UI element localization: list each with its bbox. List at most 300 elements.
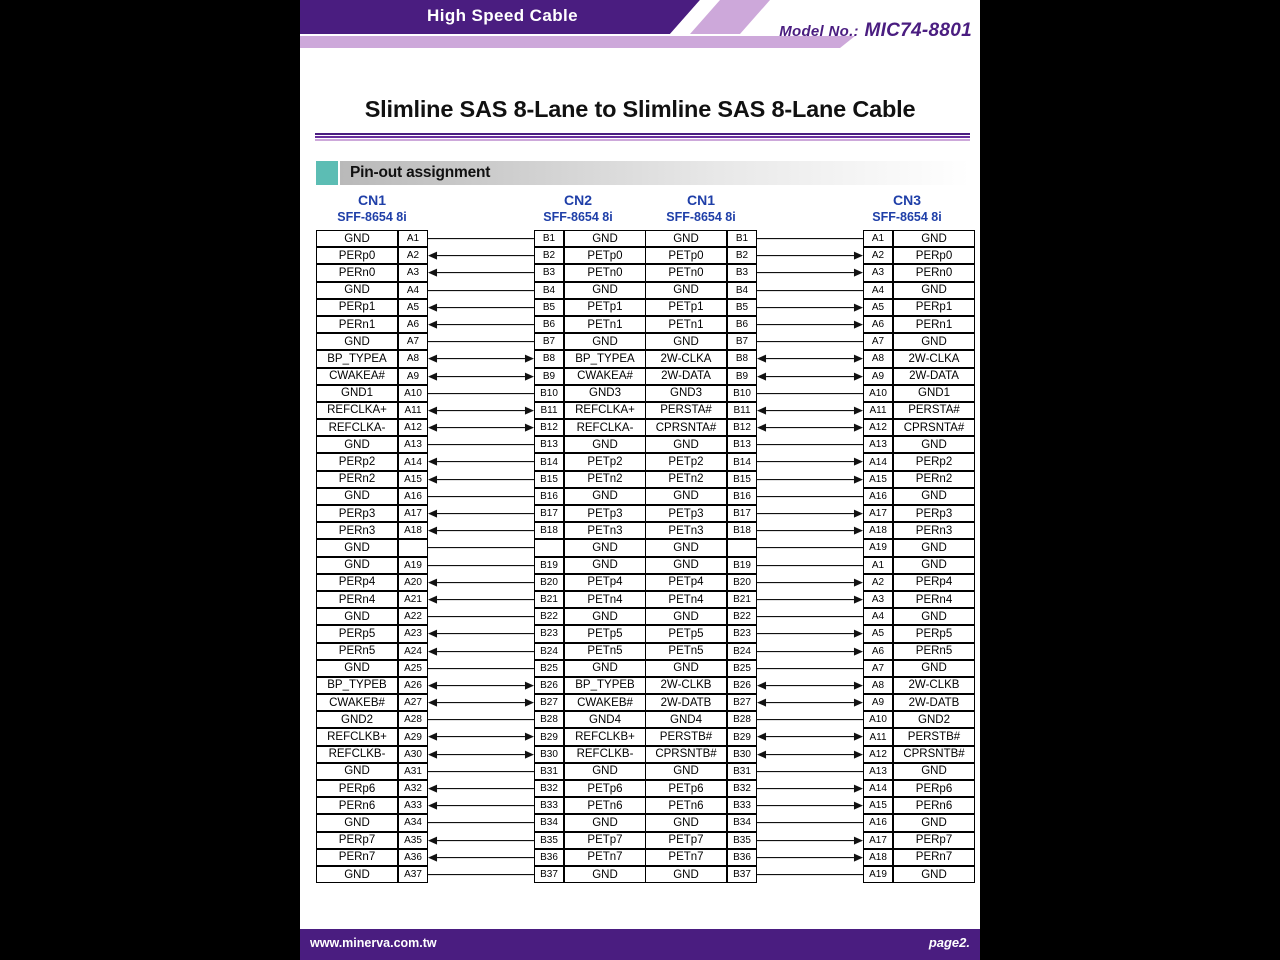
connection-link — [757, 333, 863, 350]
connection-link — [428, 522, 534, 539]
right-signal-cell: PETp5 — [564, 625, 646, 642]
left-pin-cell — [727, 539, 757, 556]
right-signal-cell: PERp7 — [893, 832, 975, 849]
right-signal-cell: BP_TYPEB — [564, 677, 646, 694]
right-pin-cell: B28 — [534, 711, 564, 728]
right-signal-cell: GND — [893, 539, 975, 556]
link-arrow-icon — [757, 282, 863, 299]
left-pin-cell: B25 — [727, 660, 757, 677]
right-signal-cell: GND — [893, 814, 975, 831]
link-arrow-icon — [757, 780, 863, 797]
link-arrow-icon — [757, 557, 863, 574]
right-signal-cell: PERn6 — [893, 797, 975, 814]
table-row — [645, 334, 975, 351]
link-arrow-icon — [428, 453, 534, 470]
left-signal-cell: GND — [645, 866, 727, 883]
link-arrow-icon — [428, 557, 534, 574]
connection-link — [428, 539, 534, 556]
right-signal-cell: CWAKEB# — [564, 694, 646, 711]
right-signal-cell: 2W-CLKB — [893, 677, 975, 694]
right-signal-cell: PETn1 — [564, 316, 646, 333]
table-row — [316, 369, 646, 386]
left-signal-cell: PERn4 — [316, 591, 398, 608]
connection-link — [428, 350, 534, 367]
connection-link — [428, 282, 534, 299]
left-pin-cell: A3 — [398, 264, 428, 281]
link-arrow-icon — [757, 625, 863, 642]
left-signal-cell: GND — [316, 230, 398, 247]
right-pin-cell: B15 — [534, 471, 564, 488]
table-row — [645, 747, 975, 764]
connection-link — [757, 866, 863, 883]
table-row — [316, 265, 646, 282]
right-pin-cell: A12 — [863, 746, 893, 763]
link-arrow-icon — [757, 522, 863, 539]
connector-spec: SFF-8654 8i — [337, 210, 407, 224]
left-pin-cell: B30 — [727, 746, 757, 763]
connection-link — [757, 505, 863, 522]
link-arrow-icon — [757, 539, 863, 556]
link-arrow-icon — [757, 797, 863, 814]
link-arrow-icon — [428, 471, 534, 488]
table-row — [316, 317, 646, 334]
left-pin-cell: A6 — [398, 316, 428, 333]
connection-link — [428, 832, 534, 849]
left-pin-cell: B16 — [727, 488, 757, 505]
right-pin-cell: A18 — [863, 849, 893, 866]
link-arrow-icon — [757, 643, 863, 660]
right-pin-cell: A19 — [863, 539, 893, 556]
left-pin-cell — [398, 539, 428, 556]
table-row — [316, 764, 646, 781]
right-pin-cell: B7 — [534, 333, 564, 350]
left-pin-cell: A25 — [398, 660, 428, 677]
left-signal-cell: PETn3 — [645, 522, 727, 539]
left-pin-cell: B11 — [727, 402, 757, 419]
table-row — [316, 231, 646, 248]
left-pin-cell: B28 — [727, 711, 757, 728]
left-signal-cell: 2W-DATA — [645, 368, 727, 385]
connection-link — [757, 316, 863, 333]
right-pin-cell: A16 — [863, 488, 893, 505]
right-signal-cell: GND — [893, 436, 975, 453]
link-arrow-icon — [757, 832, 863, 849]
link-arrow-icon — [428, 728, 534, 745]
link-arrow-icon — [757, 728, 863, 745]
link-arrow-icon — [757, 677, 863, 694]
connection-link — [757, 419, 863, 436]
left-pin-cell: B10 — [727, 385, 757, 402]
table-row — [645, 644, 975, 661]
connection-link — [757, 247, 863, 264]
left-pin-cell: B35 — [727, 832, 757, 849]
right-signal-cell: PETp0 — [564, 247, 646, 264]
connection-link — [428, 574, 534, 591]
table-row — [316, 592, 646, 609]
right-pin-cell: B14 — [534, 453, 564, 470]
connection-link — [428, 780, 534, 797]
left-signal-cell: GND — [645, 230, 727, 247]
right-signal-cell: GND — [893, 488, 975, 505]
left-pin-cell: B24 — [727, 643, 757, 660]
connection-link — [428, 866, 534, 883]
table-row — [316, 248, 646, 265]
link-arrow-icon — [757, 505, 863, 522]
connector-spec: SFF-8654 8i — [543, 210, 613, 224]
link-arrow-icon — [757, 574, 863, 591]
table-row — [645, 729, 975, 746]
connection-link — [757, 264, 863, 281]
left-pin-cell: A23 — [398, 625, 428, 642]
left-signal-cell: GND — [645, 557, 727, 574]
right-signal-cell: GND4 — [564, 711, 646, 728]
left-pin-cell: A7 — [398, 333, 428, 350]
table-row — [645, 420, 975, 437]
right-pin-cell: A15 — [863, 797, 893, 814]
link-arrow-icon — [757, 299, 863, 316]
left-pin-cell: B13 — [727, 436, 757, 453]
footer-url[interactable]: www.minerva.com.tw — [310, 936, 437, 950]
right-signal-cell: PETp1 — [564, 299, 646, 316]
right-pin-cell: A13 — [863, 436, 893, 453]
left-pin-cell: A5 — [398, 299, 428, 316]
right-pin-cell: A5 — [863, 625, 893, 642]
right-signal-cell: GND — [893, 608, 975, 625]
left-pin-cell: A1 — [398, 230, 428, 247]
left-signal-cell: PETp0 — [645, 247, 727, 264]
right-pin-cell: B22 — [534, 608, 564, 625]
connection-link — [428, 849, 534, 866]
left-pin-cell: A21 — [398, 591, 428, 608]
right-signal-cell: PERp3 — [893, 505, 975, 522]
left-signal-cell: PERp7 — [316, 832, 398, 849]
right-pin-cell: A3 — [863, 264, 893, 281]
left-signal-cell: GND2 — [316, 711, 398, 728]
connection-link — [757, 660, 863, 677]
connection-link — [428, 230, 534, 247]
left-signal-cell: PERn5 — [316, 643, 398, 660]
link-arrow-icon — [428, 230, 534, 247]
right-pin-cell: A9 — [863, 368, 893, 385]
link-arrow-icon — [428, 385, 534, 402]
right-pin-cell: A13 — [863, 763, 893, 780]
right-pin-cell: A19 — [863, 866, 893, 883]
right-pin-cell: B8 — [534, 350, 564, 367]
left-pin-cell: B20 — [727, 574, 757, 591]
left-signal-cell: PERp0 — [316, 247, 398, 264]
link-arrow-icon — [757, 264, 863, 281]
left-pin-cell: A8 — [398, 350, 428, 367]
right-signal-cell: PERn4 — [893, 591, 975, 608]
table-row — [316, 712, 646, 729]
right-pin-cell: B9 — [534, 368, 564, 385]
left-pin-cell: A33 — [398, 797, 428, 814]
left-pin-cell: A30 — [398, 746, 428, 763]
table-row — [316, 815, 646, 832]
left-pin-cell: B3 — [727, 264, 757, 281]
link-arrow-icon — [757, 763, 863, 780]
left-pin-cell: A28 — [398, 711, 428, 728]
table-row — [645, 231, 975, 248]
connection-link — [428, 694, 534, 711]
connection-link — [757, 814, 863, 831]
header-table1-right — [851, 192, 963, 225]
left-signal-cell: GND — [645, 282, 727, 299]
link-arrow-icon — [428, 419, 534, 436]
connection-link — [428, 814, 534, 831]
right-signal-cell: GND — [564, 539, 646, 556]
right-pin-cell: B17 — [534, 505, 564, 522]
right-pin-cell: A4 — [863, 608, 893, 625]
right-signal-cell: 2W-CLKA — [893, 350, 975, 367]
left-signal-cell: PERp6 — [316, 780, 398, 797]
left-signal-cell: GND4 — [645, 711, 727, 728]
link-arrow-icon — [428, 333, 534, 350]
left-pin-cell: A32 — [398, 780, 428, 797]
right-pin-cell: B1 — [534, 230, 564, 247]
left-pin-cell: A18 — [398, 522, 428, 539]
left-signal-cell: PERp4 — [316, 574, 398, 591]
right-signal-cell: GND — [893, 660, 975, 677]
left-pin-cell: A9 — [398, 368, 428, 385]
link-arrow-icon — [428, 402, 534, 419]
right-signal-cell: PERp1 — [893, 299, 975, 316]
right-pin-cell: B5 — [534, 299, 564, 316]
link-arrow-icon — [428, 849, 534, 866]
link-arrow-icon — [428, 608, 534, 625]
right-signal-cell: GND — [893, 230, 975, 247]
connection-link — [757, 677, 863, 694]
link-arrow-icon — [428, 797, 534, 814]
link-arrow-icon — [757, 488, 863, 505]
connection-link — [757, 230, 863, 247]
connection-link — [757, 282, 863, 299]
right-pin-cell: A17 — [863, 505, 893, 522]
right-pin-cell: A10 — [863, 385, 893, 402]
table-row — [645, 506, 975, 523]
left-signal-cell: PETp4 — [645, 574, 727, 591]
table-row — [316, 283, 646, 300]
right-signal-cell: GND — [893, 866, 975, 883]
connection-link — [757, 591, 863, 608]
link-arrow-icon — [428, 282, 534, 299]
link-arrow-icon — [428, 814, 534, 831]
left-signal-cell: CPRSNTA# — [645, 419, 727, 436]
right-signal-cell: PETp4 — [564, 574, 646, 591]
right-pin-cell: B35 — [534, 832, 564, 849]
right-pin-cell — [534, 539, 564, 556]
table-row — [645, 489, 975, 506]
left-signal-cell: PETn5 — [645, 643, 727, 660]
left-pin-cell: B2 — [727, 247, 757, 264]
connection-link — [428, 625, 534, 642]
connection-link — [757, 797, 863, 814]
right-signal-cell: PETn3 — [564, 522, 646, 539]
right-pin-cell: A5 — [863, 299, 893, 316]
left-pin-cell: B7 — [727, 333, 757, 350]
left-signal-cell: PERp1 — [316, 299, 398, 316]
table-row — [316, 351, 646, 368]
right-signal-cell: PETn0 — [564, 264, 646, 281]
connection-link — [428, 453, 534, 470]
right-signal-cell: GND — [564, 866, 646, 883]
table-row — [316, 540, 646, 557]
link-arrow-icon — [757, 471, 863, 488]
right-pin-cell: B12 — [534, 419, 564, 436]
table-row — [316, 781, 646, 798]
right-signal-cell: 2W-DATB — [893, 694, 975, 711]
right-pin-cell: A2 — [863, 247, 893, 264]
link-arrow-icon — [428, 694, 534, 711]
right-pin-cell: A8 — [863, 677, 893, 694]
right-signal-cell: GND — [564, 763, 646, 780]
right-signal-cell: PETp2 — [564, 453, 646, 470]
connection-link — [757, 436, 863, 453]
left-signal-cell: GND1 — [316, 385, 398, 402]
left-pin-cell: A35 — [398, 832, 428, 849]
right-pin-cell: A14 — [863, 453, 893, 470]
connection-link — [757, 539, 863, 556]
right-pin-cell: B26 — [534, 677, 564, 694]
connection-link — [428, 333, 534, 350]
right-signal-cell: PERn2 — [893, 471, 975, 488]
right-signal-cell: GND2 — [893, 711, 975, 728]
connection-link — [757, 728, 863, 745]
connection-link — [757, 711, 863, 728]
left-pin-cell: A19 — [398, 557, 428, 574]
table-row — [645, 798, 975, 815]
table-row — [316, 300, 646, 317]
right-signal-cell: GND — [564, 488, 646, 505]
connection-link — [428, 505, 534, 522]
table-row — [316, 437, 646, 454]
left-pin-cell: A14 — [398, 453, 428, 470]
right-signal-cell: PERn3 — [893, 522, 975, 539]
link-arrow-icon — [428, 660, 534, 677]
left-pin-cell: B21 — [727, 591, 757, 608]
link-arrow-icon — [757, 436, 863, 453]
table-row — [316, 850, 646, 867]
left-signal-cell: GND — [645, 333, 727, 350]
table-row — [645, 626, 975, 643]
connection-link — [757, 385, 863, 402]
right-signal-cell: CPRSNTB# — [893, 746, 975, 763]
link-arrow-icon — [428, 264, 534, 281]
left-signal-cell: PERp2 — [316, 453, 398, 470]
right-pin-cell: B27 — [534, 694, 564, 711]
right-pin-cell: B18 — [534, 522, 564, 539]
right-pin-cell: A2 — [863, 574, 893, 591]
banner-title: High Speed Cable — [427, 6, 578, 25]
link-arrow-icon — [428, 643, 534, 660]
connection-link — [428, 746, 534, 763]
right-signal-cell: GND — [564, 660, 646, 677]
connection-link — [428, 557, 534, 574]
right-pin-cell: B19 — [534, 557, 564, 574]
right-signal-cell: GND — [893, 282, 975, 299]
link-arrow-icon — [757, 402, 863, 419]
left-signal-cell: PETp3 — [645, 505, 727, 522]
link-arrow-icon — [428, 591, 534, 608]
link-arrow-icon — [757, 419, 863, 436]
left-pin-cell: B29 — [727, 728, 757, 745]
left-pin-cell: B36 — [727, 849, 757, 866]
right-pin-cell: B25 — [534, 660, 564, 677]
left-pin-cell: A37 — [398, 866, 428, 883]
left-pin-cell: B8 — [727, 350, 757, 367]
document-page — [300, 0, 980, 960]
right-signal-cell: BP_TYPEA — [564, 350, 646, 367]
left-pin-cell: B1 — [727, 230, 757, 247]
right-pin-cell: A1 — [863, 557, 893, 574]
left-signal-cell: PERp3 — [316, 505, 398, 522]
link-arrow-icon — [757, 608, 863, 625]
link-arrow-icon — [757, 746, 863, 763]
link-arrow-icon — [428, 316, 534, 333]
table-row — [316, 626, 646, 643]
right-signal-cell: GND — [564, 557, 646, 574]
left-signal-cell: PETp2 — [645, 453, 727, 470]
table-row — [645, 454, 975, 471]
right-signal-cell: REFCLKA- — [564, 419, 646, 436]
right-signal-cell: GND — [564, 608, 646, 625]
left-pin-cell: B5 — [727, 299, 757, 316]
connection-link — [757, 402, 863, 419]
right-signal-cell: GND — [893, 333, 975, 350]
link-arrow-icon — [428, 539, 534, 556]
table-row — [645, 815, 975, 832]
link-arrow-icon — [428, 711, 534, 728]
left-signal-cell: GND — [645, 814, 727, 831]
table-row — [316, 798, 646, 815]
left-signal-cell: GND — [316, 814, 398, 831]
left-signal-cell: PERn3 — [316, 522, 398, 539]
section-label: Pin-out assignment — [350, 164, 491, 181]
table-row — [316, 867, 646, 884]
connection-link — [428, 643, 534, 660]
left-signal-cell: BP_TYPEB — [316, 677, 398, 694]
right-signal-cell: PETn4 — [564, 591, 646, 608]
connection-link — [757, 488, 863, 505]
table-row — [645, 317, 975, 334]
connection-link — [428, 763, 534, 780]
model-value: MIC74-8801 — [864, 20, 972, 41]
section-marker-icon — [316, 161, 338, 185]
left-pin-cell: B12 — [727, 419, 757, 436]
left-pin-cell: B31 — [727, 763, 757, 780]
table-row — [645, 403, 975, 420]
left-signal-cell: PERn2 — [316, 471, 398, 488]
right-pin-cell: A1 — [863, 230, 893, 247]
connection-link — [757, 522, 863, 539]
left-signal-cell: GND — [316, 763, 398, 780]
left-signal-cell: PETp6 — [645, 780, 727, 797]
left-pin-cell: A15 — [398, 471, 428, 488]
model-label: Model No.: — [779, 23, 859, 40]
right-signal-cell: GND — [564, 282, 646, 299]
right-pin-cell: B23 — [534, 625, 564, 642]
connector-name: CN1 — [686, 192, 715, 208]
table-row — [645, 661, 975, 678]
table-row — [645, 300, 975, 317]
right-pin-cell: B36 — [534, 849, 564, 866]
table-row — [316, 386, 646, 403]
left-pin-cell: A12 — [398, 419, 428, 436]
pinout-table-cn1-cn2 — [316, 231, 646, 884]
right-pin-cell: A6 — [863, 643, 893, 660]
right-signal-cell: PETn2 — [564, 471, 646, 488]
table-row — [316, 695, 646, 712]
